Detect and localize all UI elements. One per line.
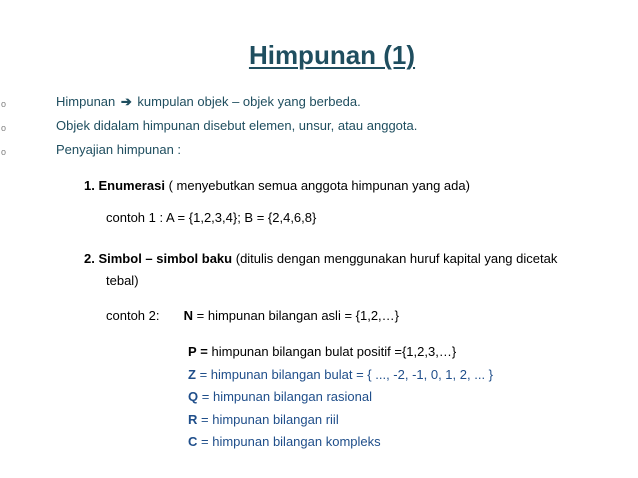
item-2-rest: (ditulis dengan menggunakan huruf kapital yang dicetak (235, 251, 558, 266)
symbol-desc: himpunan bilangan rasional (212, 389, 372, 404)
bullet-3-text: Penyajian himpunan : (56, 142, 182, 157)
symbol-letter: Z (188, 367, 196, 382)
simbol-line-2 (106, 273, 139, 289)
item-1-rest: ( menyebutkan semua anggota himpunan yang ada) (168, 178, 470, 193)
symbol-eq: = (201, 412, 209, 427)
example-2-symbol: N (183, 308, 194, 323)
slide-title (0, 40, 638, 70)
item-2-number: 2. (84, 251, 95, 266)
symbol-eq: = (201, 389, 210, 404)
item-1-number: 1. (84, 178, 95, 193)
bullet-item-2 (1, 118, 418, 134)
item-1-example: contoh 1 : A = {1,2,3,4}; B = {2,4,6,8} (106, 210, 317, 225)
symbol-eq: = (199, 367, 208, 382)
bullet-1-post: kumpulan objek – objek yang berbeda. (137, 94, 361, 109)
simbol-line (84, 251, 557, 267)
symbol-desc: himpunan bilangan riil (212, 412, 339, 427)
slide-title-text: Himpunan (1) (248, 40, 416, 70)
bullet-marker: o (1, 99, 7, 109)
symbol-row-c (188, 434, 381, 450)
symbol-row-p (188, 344, 456, 360)
symbol-letter: R (188, 412, 198, 427)
symbol-desc: himpunan bilangan kompleks (212, 434, 381, 449)
symbol-row-q (188, 389, 372, 405)
bullet-2-text: Objek didalam himpunan disebut elemen, unsur, atau anggota. (56, 118, 418, 133)
item-2-bold: Simbol – simbol baku (98, 251, 233, 266)
symbol-row-z (188, 367, 493, 383)
bullet-marker: o (1, 147, 7, 157)
bullet-item-3 (1, 142, 182, 158)
item-2-rest-line2: tebal) (106, 273, 139, 288)
symbol-row-r (188, 412, 339, 428)
bullet-item-1 (1, 94, 361, 110)
symbol-letter: Q (188, 389, 199, 404)
symbol-letter: C (188, 434, 198, 449)
symbol-eq: = (200, 344, 208, 359)
simbol-example (106, 308, 399, 324)
bullet-1-pre: Himpunan (56, 94, 116, 109)
symbol-desc: himpunan bilangan bulat positif ={1,2,3,…} (211, 344, 457, 359)
example-2-label: contoh 2: (106, 308, 160, 323)
arrow-right-icon: ➔ (120, 94, 132, 109)
enumerasi-line (84, 178, 470, 194)
enumerasi-example (106, 210, 316, 226)
symbol-desc: himpunan bilangan bulat = { ..., -2, -1, 0, 1, 2, ... } (210, 367, 494, 382)
item-1-bold: Enumerasi (98, 178, 165, 193)
example-2-text: = himpunan bilangan asli = {1,2,…} (196, 308, 400, 323)
symbol-eq: = (201, 434, 209, 449)
symbol-letter: P (188, 344, 197, 359)
bullet-marker: o (1, 123, 7, 133)
